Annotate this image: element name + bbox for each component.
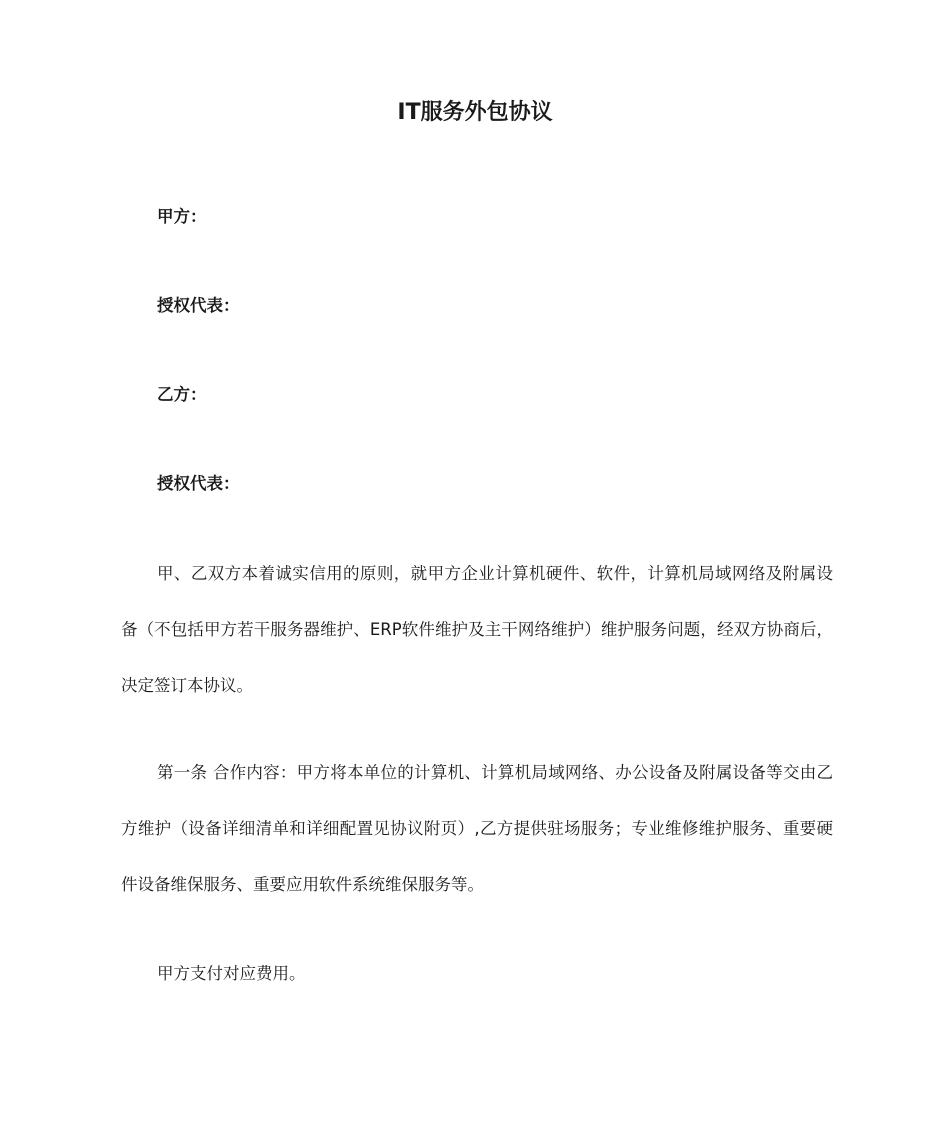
party-a-representative-label: 授权代表： (157, 296, 240, 315)
party-b-representative-label: 授权代表： (157, 474, 240, 493)
preamble-paragraph: 甲、乙双方本着诚实信用的原则，就甲方企业计算机硬件、软件，计算机局域网络及附属设备（不包括甲方若干服务器维护、ERP软件维护及主干网络维护）维护服务问题，经双方协商后，决定签订本协议。 (121, 564, 833, 695)
party-a-label: 甲方： (157, 207, 207, 226)
party-b-label: 乙方： (157, 385, 207, 404)
document-title: IT服务外包协议 (397, 100, 553, 125)
payment-paragraph: 甲方支付对应费用。 (157, 964, 306, 983)
article-one-paragraph: 第一条 合作内容：甲方将本单位的计算机、计算机局域网络、办公设备及附属设备等交由乙方维护（设备详细清单和详细配置见协议附页）,乙方提供驻场服务；专业维修维护服务、重要硬件设备维保服务、重要应用软件系统维保服务等。 (121, 763, 833, 894)
